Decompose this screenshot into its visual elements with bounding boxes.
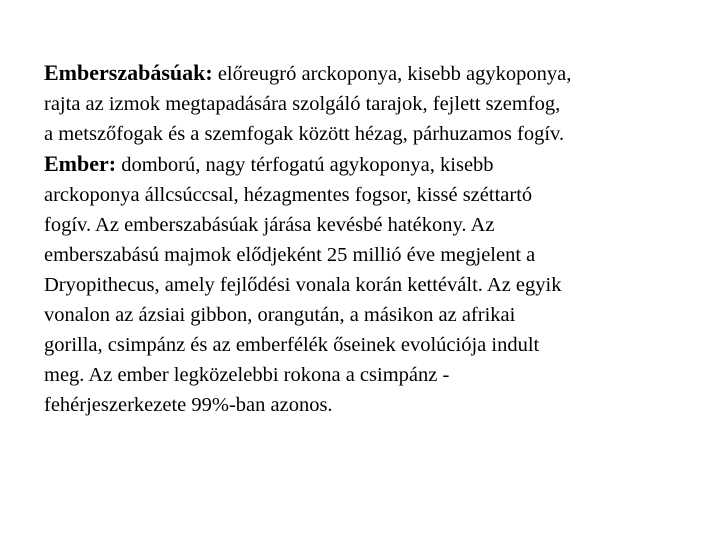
paragraph-2-line: arckoponya állcsúccsal, hézagmentes fogsor, kissé széttartó <box>44 184 533 206</box>
term-ember: Ember: <box>44 151 117 176</box>
paragraph-2-line-1 <box>44 149 714 180</box>
paragraph-2-line: Dryopithecus, amely fejlődési vonala korán kettévált. Az egyik <box>44 274 562 296</box>
paragraph-2-line: vonalon az ázsiai gibbon, orangután, a másikon az afrikai <box>44 304 516 326</box>
paragraph-2-line-1-text: domború, nagy térfogatú agykoponya, kisebb <box>116 154 494 176</box>
paragraph-2-line: fogív. Az emberszabásúak járása kevésbé hatékony. Az <box>44 214 495 236</box>
paragraph-1-line-1-text: előreugró arckoponya, kisebb agykoponya, <box>212 63 572 85</box>
paragraph-2-line: emberszabású majmok elődjeként 25 millió éve megjelent a <box>44 244 536 266</box>
paragraph-1-line-1 <box>44 58 714 89</box>
body-text <box>44 58 714 420</box>
paragraph-1-line-2: rajta az izmok megtapadására szolgáló tarajok, fejlett szemfog, <box>44 93 561 115</box>
paragraph-2-line: gorilla, csimpánz és az emberfélék őseinek evolúciója indult <box>44 334 540 356</box>
paragraph-2-line: meg. Az ember legközelebbi rokona a csimpánz - <box>44 364 450 386</box>
paragraph-2-line: fehérjeszerkezete 99%-ban azonos. <box>44 394 333 416</box>
paragraph-1-line-3: a metszőfogak és a szemfogak között hézag, párhuzamos fogív. <box>44 123 565 145</box>
term-emberszabasuak: Emberszabásúak: <box>44 60 213 85</box>
